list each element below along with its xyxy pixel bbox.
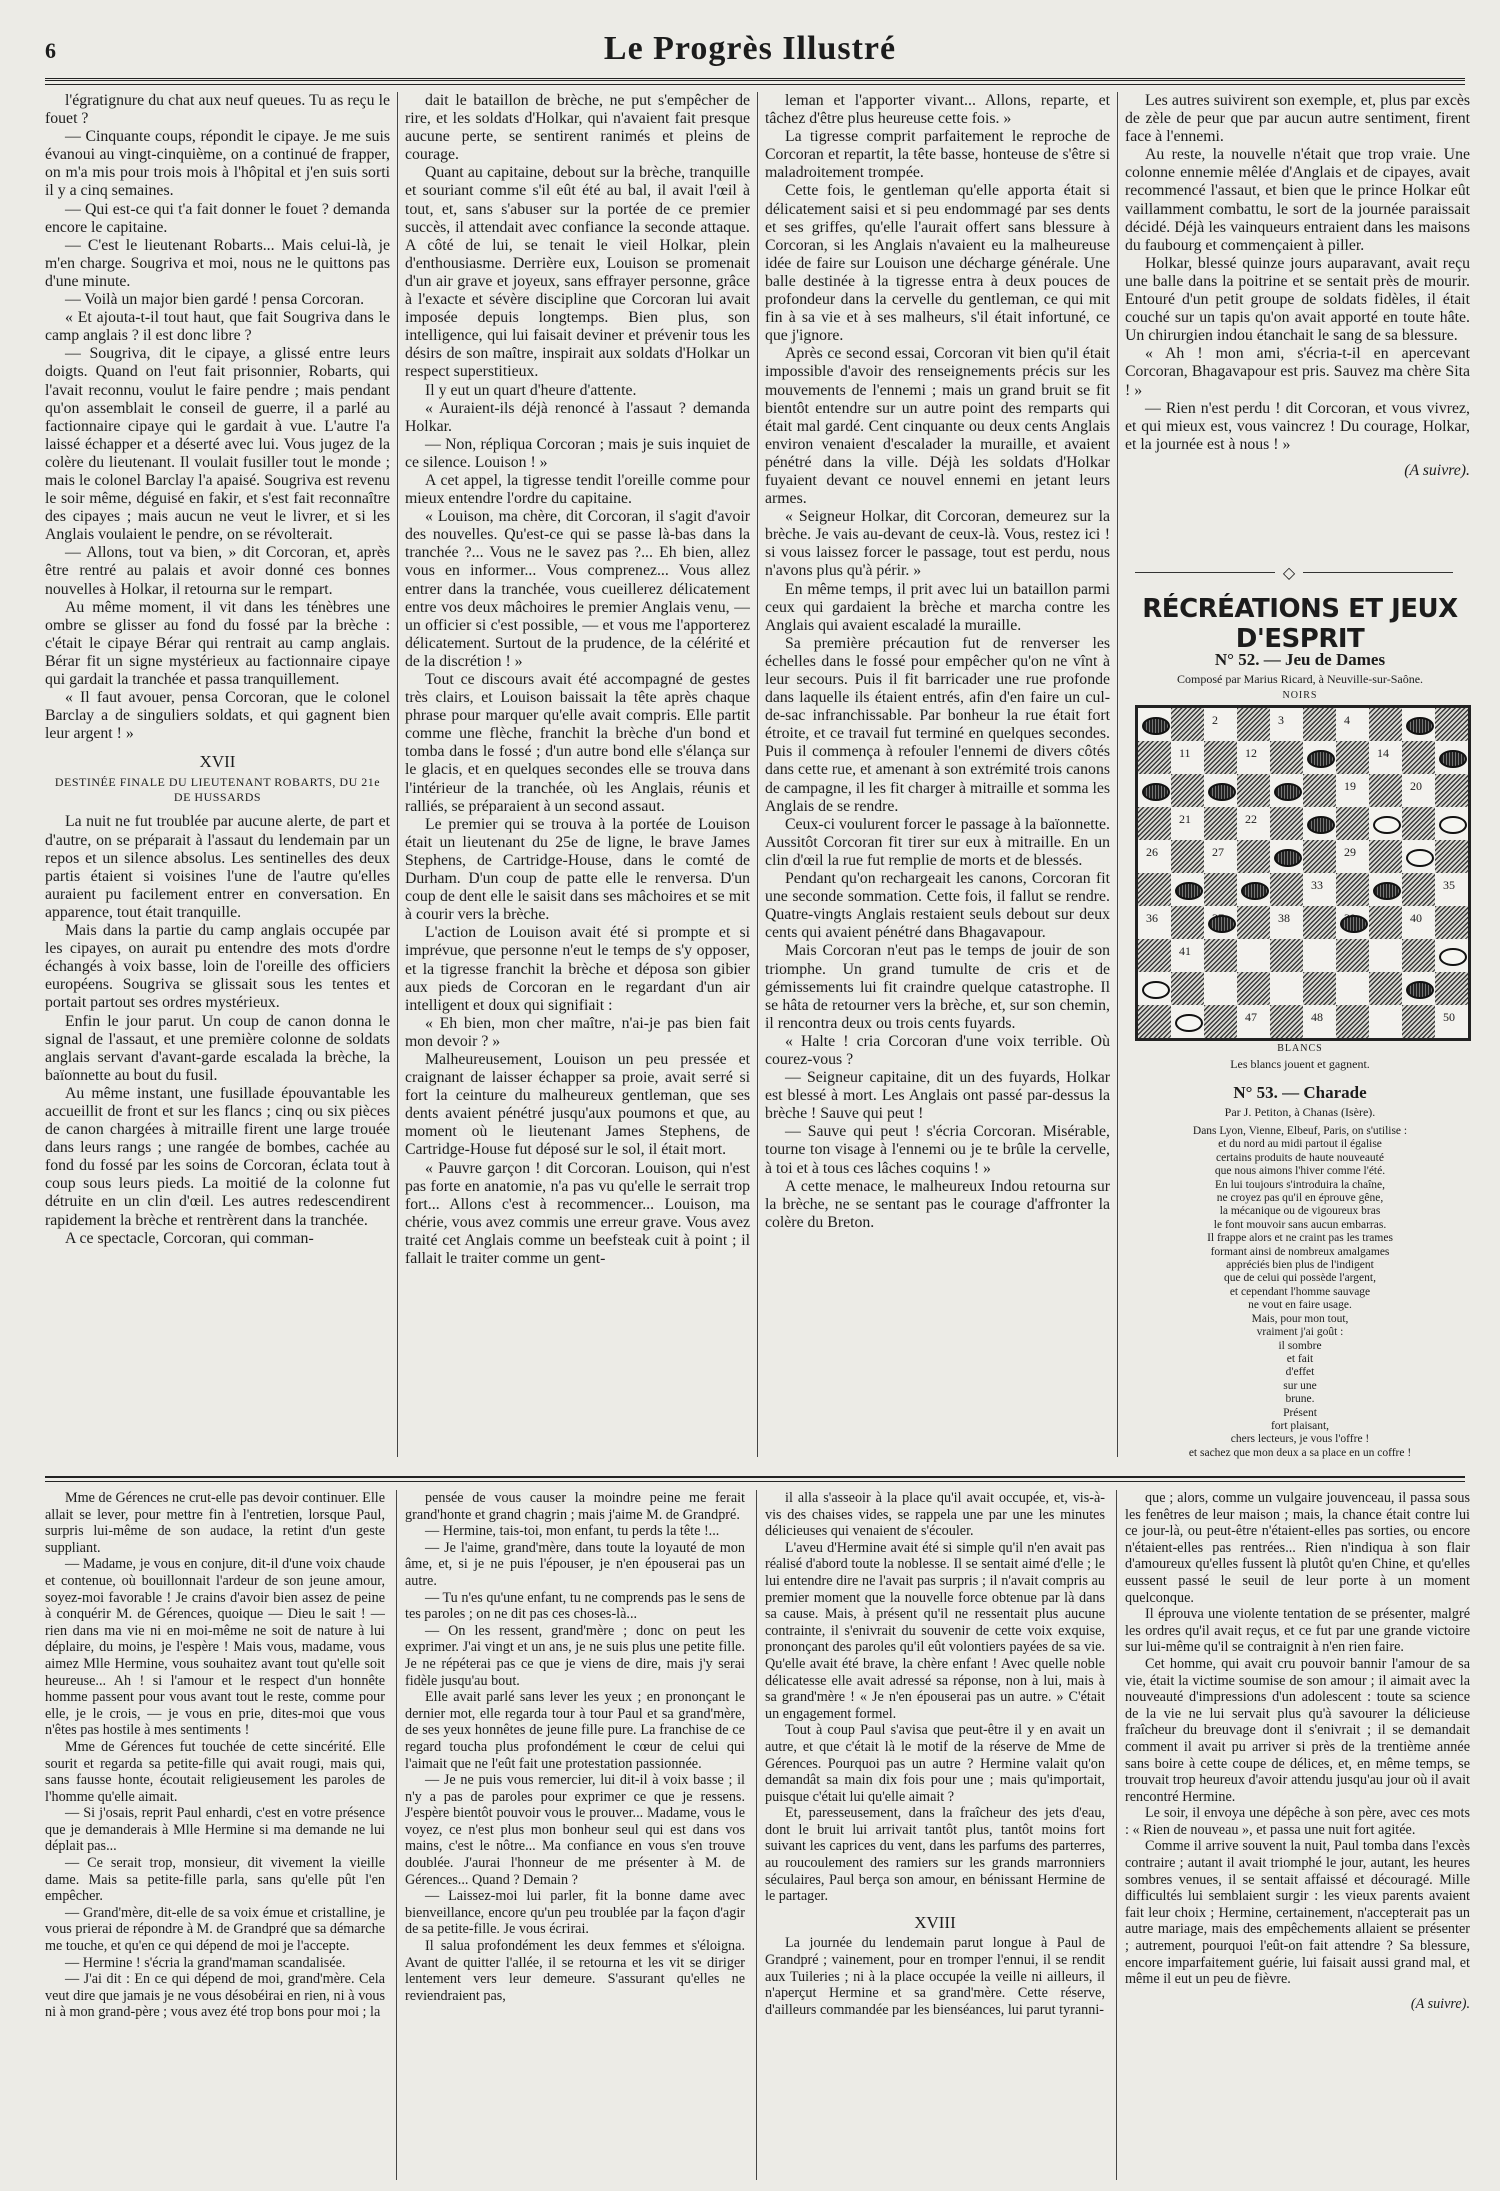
board-square	[1171, 939, 1204, 972]
paragraph: Ceux-ci voulurent forcer le passage à la baïonnette. Aussitôt Corcoran fit tirer sur eux à mitraille. En un clin d'œil la rue fut remplie de morts et de blessés.	[765, 815, 1110, 869]
paragraph: A ce spectacle, Corcoran, qui comman-	[65, 1229, 314, 1247]
paragraph: leman et l'apporter vivant... Allons, reparte, et tâchez d'être plus heureuse cette fois. »	[765, 92, 1110, 128]
poem-line: formant ainsi de nombreux amalgames	[1210, 1245, 1390, 1258]
board-square	[1336, 1005, 1369, 1038]
square-number: 19	[1344, 779, 1356, 793]
board-square	[1435, 807, 1468, 840]
board-square	[1138, 1005, 1171, 1038]
column-divider	[1116, 1490, 1117, 2180]
poem-line: et du nord au midi partout il égalise	[1218, 1138, 1382, 1151]
board-square	[1402, 873, 1435, 906]
square-number: 4	[1344, 713, 1350, 727]
paragraph: — C'est le lieutenant Robarts... Mais celui-là, je m'en charge. Sougriva et moi, nous ne le quittons pas d'une minute.	[45, 236, 390, 290]
board-label-black: NOIRS	[1282, 690, 1318, 701]
page-number: 6	[45, 38, 56, 63]
column-divider	[756, 1490, 757, 2180]
feuilleton-column-3	[765, 1490, 1105, 2180]
black-piece	[1241, 882, 1269, 900]
paragraph: Mme de Gérences ne crut-elle pas devoir continuer. Elle allait se lever, pour mettre fin à l'entretien, lorsque Paul, surpris lui-même de son audace, la retint d'un geste suppliant.	[45, 1490, 385, 1556]
square-number: 26	[1146, 845, 1158, 859]
paragraph: Holkar, blessé quinze jours auparavant, avait reçu une balle dans la poitrine et se sentait près de mourir. Entouré d'un petit groupe de soldats fidèles, il était couché sur un tapis qu'on avait apporté en toute hâte. Un chirurgien indou étanchait le sang de sa blessure.	[1125, 254, 1470, 345]
paragraph: — Si j'osais, reprit Paul enhardi, c'est en votre présence que je demanderais à Mlle Hermine si ma demande ne lui déplait pas...	[45, 1805, 385, 1855]
poem-line: et cependant l'homme sauvage	[1229, 1285, 1371, 1298]
board-square	[1369, 807, 1402, 840]
paragraph: L'aveu d'Hermine avait été si simple qu'il n'en avait pas réalisé d'abord toute la noblesse. Il se sentait aimé d'elle ; le lui entendre dire ne l'avait pas surpris ; il n'avait compris au premier moment que la nouvelle force obtenue par là dans sa cause. Mais, à présent qu'il ne ressentait plus aucune contrainte, il s'enivrait du souvenir de cette voix exquise, prononçant des paroles qu'il eût volontiers payées de sa vie. Qu'elle avait été brave, la chère enfant ! Avec quelle noble délicatesse elle avait adressé sa réponse, non à lui, mais à sa grand'mère ! « Je n'en épouserai pas un autre. » C'était un engagement formel.	[765, 1539, 1105, 1722]
board-square	[1237, 774, 1270, 807]
board-square	[1336, 708, 1369, 741]
square-number: 29	[1344, 845, 1356, 859]
paragraph: Mme de Gérences fut touchée de cette sincérité. Elle sourit et regarda sa petite-fille qui avait rougi, mais qui, sans fausse honte, écoutait religieusement les paroles de l'homme qu'elle aimait.	[45, 1738, 385, 1805]
white-piece	[1142, 981, 1170, 999]
poem-line: le font mouvoir sans aucun embarras.	[1213, 1218, 1387, 1231]
square-number: 50	[1443, 1010, 1455, 1024]
paragraph: Enfin le jour parut. Un coup de canon donna le signal de l'assaut, et une première colonne de soldats anglais servant d'avant-garde escalada la brèche, la baïonnette au bout du fusil.	[45, 1012, 390, 1084]
paragraph: Il y eut un quart d'heure d'attente.	[425, 381, 637, 399]
poem-line: Présent	[1283, 1406, 1317, 1419]
col1-paragraphs	[45, 92, 390, 743]
board-square	[1369, 1005, 1402, 1038]
board-square	[1204, 873, 1237, 906]
board-square	[1237, 906, 1270, 939]
paragraph: — Laissez-moi lui parler, fit la bonne dame avec bienveillance, encore qu'un peu troublée par la façon d'agir de sa petite-fille. Je vous écrirai.	[405, 1888, 745, 1938]
board-square	[1435, 774, 1468, 807]
board-square	[1336, 972, 1369, 1005]
puzzle-52-author: Composé par Marius Ricard, à Neuville-sur-Saône.	[1176, 672, 1424, 686]
black-piece	[1142, 783, 1170, 801]
paragraph: — Sauve qui peut ! s'écria Corcoran. Misérable, tourne ton visage à l'ennemi ou je te brûle la cervelle, à toi et à tous ces lâches coquins ! »	[765, 1123, 1110, 1177]
poem-line: Mais, pour mon tout,	[1251, 1312, 1349, 1325]
board-square	[1402, 741, 1435, 774]
square-number: 14	[1377, 746, 1389, 760]
paragraph: Cet homme, qui avait cru pouvoir bannir l'amour de sa vie, était la victime soumise de son amour ; il aimait avec la nouveauté d'impressions d'un adolescent : toute sa science de la vie ne lui servait plus qu'à savourer la délicieuse fraîcheur du breuvage dont il s'enivrait ; il se demandait comment il avait pu arriver si près de la trentième année sans boire à cette coupe de délices, et, en même temps, se trouvait trop heureux d'avoir attendu jusqu'au jour où il avait rencontré Hermine.	[1125, 1655, 1470, 1805]
black-piece	[1307, 750, 1335, 768]
board-square	[1138, 972, 1171, 1005]
poem-line: ne croyez pas qu'il en éprouve gêne,	[1216, 1192, 1384, 1205]
board-square	[1237, 840, 1270, 873]
board-square	[1270, 840, 1303, 873]
paragraph: — Je l'aime, grand'mère, dans toute la loyauté de mon âme, et, si je ne puis l'épouser, je n'en épouserai pas un autre.	[405, 1539, 745, 1589]
poem-line: ne vout en faire usage.	[1248, 1299, 1352, 1312]
poem-line: que nous aimons l'hiver comme l'été.	[1214, 1165, 1386, 1178]
board-square	[1138, 741, 1171, 774]
white-piece	[1373, 816, 1401, 834]
paragraph: — Non, répliqua Corcoran ; mais je suis inquiet de ce silence. Louison ! »	[405, 435, 750, 471]
board-square	[1303, 774, 1336, 807]
board-square	[1270, 708, 1303, 741]
paragraph: « Seigneur Holkar, dit Corcoran, demeurez sur la brèche. Je vais au-devant de ceux-là. Vous, restez ici ! si vous laissez forcer le passage, tout est perdu, nous n'avons plus qu'à périr. »	[765, 508, 1110, 580]
board-square	[1270, 741, 1303, 774]
poem-line: que de celui qui possède l'argent,	[1224, 1272, 1376, 1285]
paragraph: — Sougriva, dit le cipaye, a glissé entre leurs doigts. Quand on l'eut fait prisonnier, Robarts, qui l'avait reconnu, voulut le faire pendre ; mais pendant qu'on assemblait le conseil de guerre, il a parlé au factionnaire cipaye qui le gardait à vue. L'autre l'a laissé échapper et a déserté avec lui. Vous jugez de la colère du lieutenant. Il voulait fusiller tout le monde ; mais le colonel Barclay l'a apaisé. Sougriva est revenu le soir même, déguisé en fakir, et s'est fait reconnaître des cipayes ; mais aucun ne veut le livrer, et si les Anglais voulaient le pendre, on se révolterait.	[45, 345, 390, 544]
board-square	[1336, 774, 1369, 807]
paragraph: Il salua profondément les deux femmes et s'éloigna. Avant de quitter l'allée, il se retourna et les vit se diriger lentement vers leur demeure. S'assurant qu'elles ne reviendraient pas,	[405, 1938, 745, 2004]
board-square	[1369, 708, 1402, 741]
paragraph: La journée du lendemain parut longue à Paul de Grandpré ; vainement, pour en tromper l'ennui, il se rendit aux Tuileries ; ni à la place occupée la veille ni ailleurs, il n'aperçut Hermine et sa grand'mère. Cette réserve, d'ailleurs commandée par les bienséances, lui parut tyranni-	[765, 1935, 1105, 2018]
poem-line: appréciés bien plus de l'indigent	[1226, 1259, 1374, 1272]
column-3	[765, 92, 1110, 1452]
board-square	[1171, 972, 1204, 1005]
paragraph: pensée de vous causer la moindre peine me ferait grand'honte et grand chagrin ; mais j'aime M. de Grandpré.	[405, 1490, 745, 1523]
board-square	[1435, 939, 1468, 972]
paragraph: « Pauvre garçon ! dit Corcoran. Louison, qui n'est pas forte en anatomie, n'a pas vu qu'elle le serrait trop fort... Allons c'est à recommencer... Louison, ma chérie, vous avez commis une erreur grave. Vous avez traité cet Anglais comme un beefsteak cuit à point ; il fallait le traiter comme un gent-	[405, 1159, 750, 1267]
board-square	[1171, 1005, 1204, 1038]
paragraph: — Qui est-ce qui t'a fait donner le fouet ? demanda encore le capitaine.	[45, 200, 390, 236]
paragraph: « Ah ! mon ami, s'écria-t-il en apercevant Corcoran, Bhagavapour est pris. Sauvez ma chère Sita ! »	[1125, 345, 1470, 399]
paragraph: Tout à coup Paul s'avisa que peut-être il y en avait un autre, et que c'était là le motif de la réserve de Mme de Gérences. Pourquoi pas un autre ? Hermine valait qu'on demandât sa main dix fois pour une ; mais qu'importait, puisque c'était lui qu'elle aimait ?	[765, 1722, 1105, 1805]
puzzle-53-title: N° 53. — Charade	[1233, 1083, 1367, 1102]
paragraph: — Allons, tout va bien, » dit Corcoran, et, après être rentré au palais et avoir donné ces bonnes nouvelles à Holkar, il retourna sur le rempart.	[45, 544, 390, 598]
board-square	[1204, 972, 1237, 1005]
paragraph: Au même moment, il vit dans les ténèbres une ombre se glisser au fond du fossé par la brèche : c'était le cipaye Bérar qui rentrait au camp anglais. Bérar fit un signe mystérieux au factionnaire cipaye qui gardait la tranchée et passa tranquillement.	[45, 598, 390, 688]
square-number: 35	[1443, 878, 1455, 892]
board-square	[1402, 906, 1435, 939]
to-be-continued: (A suivre).	[1410, 1995, 1470, 2012]
poem-line: En lui toujours s'introduira la chaîne,	[1214, 1178, 1386, 1191]
board-square	[1270, 807, 1303, 840]
paragraph: Elle avait parlé sans lever les yeux ; en prononçant le dernier mot, elle regarda tour à tour Paul et sa grand'mère, de ses yeux honnêtes de jeune fille pure. La franchise de ce regard toucha plus profondément le cœur de celui qui l'aimait que ne l'eût fait une protestation passionnée.	[405, 1689, 745, 1772]
board-square	[1270, 873, 1303, 906]
white-piece	[1175, 1014, 1203, 1032]
board-square	[1303, 906, 1336, 939]
board-square	[1171, 840, 1204, 873]
paragraph: Pendant qu'on rechargeait les canons, Corcoran fit une seconde sommation. Cette fois, il fallut se rendre. Quatre-vingts Anglais restaient seuls debout sur deux cents qui avaient pénétré dans Bhagavapour.	[765, 870, 1110, 942]
paragraph: — J'ai dit : En ce qui dépend de moi, grand'mère. Cela veut dire que jamais je ne vous désobéirai en rien, ni à vous ni à mon grand-père ; vous avez été trop bons pour moi ; la	[45, 1971, 385, 2021]
paragraph: — Seigneur capitaine, dit un des fuyards, Holkar est blessé à mort. Les Anglais ont passé par-dessus la brèche ! Sauve qui peut !	[765, 1069, 1110, 1123]
paragraph: — Je ne puis vous remercier, lui dit-il à voix basse ; il n'y a pas de paroles pour exprimer ce que je ressens. J'espère bientôt pouvoir vous le prouver... Madame, vous le voyez, ce n'est plus mon bonheur seul qui est dans vos mains, c'est le nôtre... Ma confiance en vous s'en trouve doublée. J'aurai l'honneur de me présenter à M. de Gérences... Quand ? Demain ?	[405, 1772, 745, 1888]
board-square	[1435, 840, 1468, 873]
board-square	[1303, 807, 1336, 840]
board-square	[1270, 939, 1303, 972]
ornament-line	[1135, 572, 1275, 573]
square-number: 38	[1278, 911, 1290, 925]
board-square	[1171, 873, 1204, 906]
paragraph: « Et ajouta-t-il tout haut, que fait Sougriva dans le camp anglais ? il est donc libre ?	[45, 309, 390, 345]
paragraph: Mais dans la partie du camp anglais occupée par les cipayes, on aurait pu entendre des mots d'ordre échangés à voix basse, loin de l'oreille des officiers européens. Sougriva se glissait sous les tentes et portait partout ses ordres mystérieux.	[45, 922, 390, 1012]
poem-line: brune.	[1285, 1393, 1315, 1406]
paragraph: — Grand'mère, dit-elle de sa voix émue et cristalline, je vous prierai de répondre à M. de Grandpré que sa démarche me touche, et qu'en ce qui dépend de moi je l'accepte.	[45, 1904, 385, 1955]
poem-line: et fait	[1286, 1352, 1314, 1365]
paragraph: « Eh bien, mon cher maître, n'ai-je pas bien fait mon devoir ? »	[405, 1014, 750, 1050]
poem-line: et sachez que mon deux a sa place en un coffre !	[1188, 1446, 1412, 1459]
board-square	[1138, 708, 1171, 741]
board-square	[1171, 708, 1204, 741]
board-square	[1402, 708, 1435, 741]
board-square	[1171, 906, 1204, 939]
board-square	[1270, 972, 1303, 1005]
black-piece	[1406, 981, 1434, 999]
black-piece	[1175, 882, 1203, 900]
square-number: 48	[1311, 1010, 1323, 1024]
recreations-title: RÉCRÉATIONS ET JEUX D'ESPRIT	[1142, 594, 1458, 654]
board-square	[1204, 708, 1237, 741]
paragraph: — Madame, je vous en conjure, dit-il d'une voix chaude et contenue, où bouillonnait l'ardeur de son jeune amour, soyez-moi favorable ! Je crains d'avoir bien assez de peine à conquérir M. de Gérences, quoique — Dieu le sait ! — rien dans ma vie ni en moi-même ne soit de nature à lui déplaire, du moins, je l'espère ! Mais vous, madame, vous aimez Mlle Hermine, vous souhaitez avant tout qu'elle soit heureuse... Ah ! si l'amour et le respect d'un honnête homme passent pour vous avant tout le reste, comme pour elle, je le crois, — je vous en prie, dites-moi que vous n'êtes pas hostile à mes sentiments !	[45, 1556, 385, 1739]
square-number: 47	[1245, 1010, 1257, 1024]
column-divider	[757, 92, 758, 1457]
board-square	[1204, 939, 1237, 972]
board-square	[1435, 906, 1468, 939]
board-square	[1336, 939, 1369, 972]
board-square	[1435, 1005, 1468, 1038]
feuilleton-column-1	[45, 1490, 385, 2180]
puzzle-53-author: Par J. Petiton, à Chanas (Isère).	[1224, 1105, 1376, 1119]
chapter-heading: XVIII	[914, 1912, 956, 1932]
board-square	[1402, 1005, 1435, 1038]
poem-line: d'effet	[1285, 1366, 1315, 1379]
paragraph: — Rien n'est perdu ! dit Corcoran, et vous vivrez, et qui mieux est, vous vaincrez ! Du courage, Holkar, et la journée est à nous ! »	[1125, 399, 1470, 453]
board-square	[1270, 774, 1303, 807]
paragraph: — Hermine ! s'écria la grand'maman scandalisée.	[65, 1954, 346, 1971]
col1-paragraphs-2	[45, 813, 390, 1247]
board-square	[1303, 972, 1336, 1005]
board-square	[1138, 840, 1171, 873]
chapter-heading: XVII	[199, 752, 236, 772]
feuilleton-rule	[45, 1476, 1465, 1482]
paragraph: Tout ce discours avait été accompagné de gestes très clairs, et Louison baissait la tête après chaque phrase pour marquer qu'elle avait compris. Elle partit comme une flèche, franchit la brèche d'un bond et tomba dans le fossé ; d'un autre bond elle s'élança sur le glacis, et en quelques secondes elle se trouva dans l'intérieur de la tranchée, où les Anglais, réunis et ralliés, se préparaient à un second assaut.	[405, 671, 750, 815]
board-square	[1138, 807, 1171, 840]
square-number: 36	[1146, 911, 1158, 925]
black-piece	[1406, 717, 1434, 735]
board-square	[1204, 840, 1237, 873]
square-number: 2	[1212, 713, 1218, 727]
black-piece	[1274, 849, 1302, 867]
board-square	[1138, 939, 1171, 972]
paragraph: Sa première précaution fut de renverser les échelles dans le fossé pour empêcher qu'on ne vînt à leur secours. Puis il fit barricader une rue profonde dans laquelle ils étaient entrés, afin d'en faire un cul-de-sac infranchissable. Par bonheur la rue était fort étroite, et ce travail fut terminé en quelques secondes. Puis il commença à refouler l'ennemi de divers côtés dans cette rue, et amenant à son extrémité trois canons de campagne, il les fit charger à mitraille et somma les Anglais de se rendre.	[765, 634, 1110, 815]
charade-poem	[1135, 1125, 1465, 1470]
column-2	[405, 92, 750, 1452]
paragraph: Mais Corcoran n'eut pas le temps de jouir de son triomphe. Un grand tumulte de cris et de gémissements lui fit craindre quelque catastrophe. Il se hâta de retourner vers la brèche, et, sur son chemin, il rencontra deux ou trois cents fuyards.	[765, 942, 1110, 1032]
board-square	[1435, 708, 1468, 741]
board-square	[1138, 906, 1171, 939]
paragraph: il alla s'asseoir à la place qu'il avait occupée, et, vis-à-vis des chaises vides, se rappela une par une les minutes délicieuses qui venaient de s'écouler.	[765, 1490, 1105, 1540]
board-square	[1402, 774, 1435, 807]
ornament-line	[1303, 572, 1453, 573]
board-square	[1237, 807, 1270, 840]
feuilleton-col3-paragraphs-2	[765, 1935, 1105, 2018]
square-number: 3	[1278, 713, 1284, 727]
paragraph: — Ce serait trop, monsieur, dit vivement la vieille dame. Mais sa petite-fille parla, sans qu'elle pût l'en empêcher.	[45, 1855, 385, 1905]
board-square	[1204, 1005, 1237, 1038]
board-square	[1336, 840, 1369, 873]
chapter-subheading: DESTINÉE FINALE DU LIEUTENANT ROBARTS, DU 21e DE HUSSARDS	[54, 775, 381, 805]
board-square	[1270, 1005, 1303, 1038]
board-square	[1336, 807, 1369, 840]
board-square	[1138, 774, 1171, 807]
column-1	[45, 92, 390, 1452]
board-square	[1237, 708, 1270, 741]
paragraph: Le premier qui se trouva à la portée de Louison était un lieutenant du 25e de ligne, le brave James Stephens, de Cartridge-House, dans le comté de Durham. D'un coup de patte elle le renversa. D'un coup de dent elle le saisit dans ses mâchoires et se mit à courir vers la brèche.	[405, 815, 750, 924]
poem-line: il sombre	[1278, 1339, 1322, 1352]
paragraph: l'égratignure du chat aux neuf queues. Tu as reçu le fouet ?	[45, 92, 390, 128]
paragraph: — On les ressent, grand'mère ; donc on peut les exprimer. J'ai vingt et un ans, je ne suis plus une petite fille. Je ne répéterai pas ce que je viens de dire, mais j'y serai fidèle jusqu'au bout.	[405, 1622, 745, 1689]
board-square	[1402, 840, 1435, 873]
square-number: 20	[1410, 779, 1422, 793]
poem-line: Dans Lyon, Vienne, Elbeuf, Paris, on s'utilise :	[1192, 1125, 1408, 1137]
board-square	[1369, 873, 1402, 906]
col2-paragraphs	[405, 92, 750, 1268]
board-square	[1369, 972, 1402, 1005]
square-number: 22	[1245, 812, 1257, 826]
black-piece	[1208, 915, 1236, 933]
black-piece	[1373, 882, 1401, 900]
board-square	[1402, 939, 1435, 972]
paragraph: « Louison, ma chère, dit Corcoran, il s'agit d'avoir des nouvelles. Qu'est-ce qui se passe là-bas dans la tranchée ?... Vous ne le savez pas ?... Eh bien, allez vous en informer... Vous comprenez... Vous allez entrer dans la tranchée, vous cueillerez délicatement entre vos deux mâchoires le premier Anglais venu, — un officier si c'est possible, — et vous me l'apporterez délicatement. Surtout de la prudence, de la célérité et de la discrétion ! »	[405, 508, 750, 670]
black-piece	[1208, 783, 1236, 801]
paragraph: que ; alors, comme un vulgaire jouvenceau, il passa sous les fenêtres de leur maison ; mais, la chance était contre lui ce jour-là, ou peut-être n'étaient-elles pas sorties, ou encore n'étaient-elles pas rentrées... Rien n'indiqua à son flair d'amoureux qu'elles fussent là plutôt qu'en Chine, et qu'elles eussent passé le seuil de leur porte à un moment quelconque.	[1125, 1490, 1470, 1606]
masthead-title: Le Progrès Illustré	[603, 30, 897, 67]
board-square	[1204, 741, 1237, 774]
square-number: 40	[1410, 911, 1422, 925]
black-piece	[1274, 783, 1302, 801]
board-square	[1303, 708, 1336, 741]
paragraph: dait le bataillon de brèche, ne put s'empêcher de rire, et les soldats d'Holkar, qui n'avaient fait presque aucune perte, se sentirent ranimés et pleins de courage.	[405, 92, 750, 164]
board-square	[1303, 1005, 1336, 1038]
paragraph: « Auraient-ils déjà renoncé à l'assaut ? demanda Holkar.	[405, 399, 750, 435]
board-square	[1303, 873, 1336, 906]
poem-line: vraiment j'ai goût :	[1256, 1326, 1344, 1339]
square-number: 11	[1179, 746, 1191, 760]
board-square	[1336, 906, 1369, 939]
board-square	[1402, 807, 1435, 840]
paragraph: — Hermine, tais-toi, mon enfant, tu perds la tête !...	[425, 1523, 720, 1540]
black-piece	[1307, 816, 1335, 834]
feuilleton-col3-paragraphs	[765, 1490, 1105, 1905]
to-be-continued: (A suivre).	[1404, 461, 1470, 479]
white-piece	[1439, 948, 1467, 966]
square-number: 12	[1245, 746, 1257, 760]
paragraph: A cette menace, le malheureux Indou retourna sur la brèche, ne se sentant pas le courage d'affronter la colère du Breton.	[765, 1177, 1110, 1231]
poem-line: fort plaisant,	[1270, 1419, 1330, 1432]
header-rule	[45, 78, 1465, 85]
paragraph: — Tu n'es qu'une enfant, tu ne comprends pas le sens de tes paroles ; on ne dit pas ces choses-là...	[405, 1589, 745, 1623]
paragraph: Malheureusement, Louison un peu pressée et craignant de laisser échapper sa proie, avait serré si fort la ceinture du malheureux gentleman, que ses dents avaient pénétré jusqu'aux poumons et que, au moment où le lieutenant James Stephens, de Cartridge-House fut déposé sur le sol, il était mort.	[405, 1050, 750, 1159]
board-square	[1237, 939, 1270, 972]
board-square	[1435, 972, 1468, 1005]
paragraph: Au même instant, une fusillade épouvantable les accueillit de front et sur les flancs ; cinq ou six pièces de canon chargées à mitraille firent une large trouée dans leurs rangs ; une rangée de bombes, cachée au fond du fossé par les soins de Corcoran, éclata tout à coup sous leurs pieds. La moitié de la colonne fut détruite en un clin d'œil. Les autres redescendirent rapidement la brèche et rentrèrent dans la tranchée.	[45, 1084, 390, 1229]
board-square	[1369, 774, 1402, 807]
poem-line: la mécanique ou de vigoureux bras	[1219, 1205, 1381, 1218]
poem-line: sur une	[1283, 1379, 1317, 1392]
board-square	[1303, 939, 1336, 972]
poem-line: chers lecteurs, je vous l'offre !	[1230, 1433, 1370, 1446]
paragraph: Quant au capitaine, debout sur la brèche, tranquille et souriant comme s'il eût été au bal, il avait l'œil à tout, et, sans s'abuser sur la portée de ce premier succès, il attendait avec confiance la seconde attaque. A côté de lui, se tenait le vieil Holkar, plein d'enthousiasme. Derrière eux, Louison se promenait d'un air grave et joyeux, sans effrayer personne, grâce à l'exacte et sévère discipline que Corcoran lui avait imposée depuis longtemps. Bien plus, son intelligence, qui lui faisait deviner et prévenir tous les désirs de son maître, inspirait aux soldats d'Holkar un respect superstitieux.	[405, 164, 750, 381]
paragraph: « Halte ! cria Corcoran d'une voix terrible. Où courez-vous ?	[765, 1032, 1110, 1068]
board-label-white: BLANCS	[1277, 1043, 1323, 1054]
puzzle-52-caption: Les blancs jouent et gagnent.	[1230, 1057, 1370, 1071]
puzzle-52-title: N° 52. — Jeu de Dames	[1214, 650, 1386, 669]
board-square	[1171, 774, 1204, 807]
board-square	[1369, 741, 1402, 774]
feuilleton-column-2	[405, 1490, 745, 2180]
board-square	[1402, 972, 1435, 1005]
paragraph: — Voilà un major bien gardé ! pensa Corcoran.	[65, 291, 365, 309]
paragraph: « Il faut avouer, pensa Corcoran, que le colonel Barclay a de singuliers soldats, et qui gagnent bien leur argent ! »	[45, 689, 390, 743]
col4-paragraphs	[1125, 92, 1470, 454]
poem-line: Il frappe alors et ne craint pas les trames	[1207, 1232, 1393, 1245]
board-square	[1336, 741, 1369, 774]
board-square	[1204, 774, 1237, 807]
paragraph: Les autres suivirent son exemple, et, plus par excès de zèle de peur que par aucun autre sentiment, firent face à l'ennemi.	[1125, 92, 1470, 146]
checkers-board	[1135, 705, 1471, 1041]
column-divider	[396, 1490, 397, 2180]
board-square	[1435, 873, 1468, 906]
square-number: 41	[1179, 944, 1191, 958]
board-square	[1369, 939, 1402, 972]
feuilleton-col4-paragraphs	[1125, 1490, 1470, 1988]
board-square	[1204, 906, 1237, 939]
board-square	[1204, 807, 1237, 840]
paragraph: Au reste, la nouvelle n'était que trop vraie. Une colonne ennemie mêlée d'Anglais et de cipayes, avait recommencé l'assaut, et bien que le prince Holkar eût vaillamment combattu, le sort de la journée paraissait décidé. Déjà les vainqueurs entraient dans les maisons du faubourg et commençaient à piller.	[1125, 146, 1470, 254]
board-square	[1237, 873, 1270, 906]
paragraph: Et, paresseusement, dans la fraîcheur des jets d'eau, dont le bruit lui arrivait tantôt plus, tantôt moins fort suivant les caprices du vent, dans les parfums des parterres, au roucoulement des ramiers sur les grands marronniers séculaires, Paul berça son amour, en bénissant Hermine de le partager.	[765, 1805, 1105, 1905]
poem-line: certains produits de haute nouveauté	[1216, 1151, 1384, 1164]
board-square	[1303, 840, 1336, 873]
square-number: 33	[1311, 878, 1323, 892]
paragraph: Comme il arrive souvent la nuit, Paul tomba dans l'excès contraire ; autant il avait triomphé le jour, autant, les heures sombres venues, il se sentait affaissé et découragé. Mille difficultés lui semblaient surgir : les vieux parents avaient fait leur choix ; Hermine, certainement, n'accepterait pas un autre mariage, mais des empêchements allaient se présenter ; autrement, pourquoi l'eût-on fait attendre ? Sa blessure, encore imparfaitement guérie, lui faisait aussi grand mal, et même il eut un peu de fièvre.	[1125, 1838, 1470, 1988]
board-square	[1303, 741, 1336, 774]
board-square	[1369, 906, 1402, 939]
paragraph: En même temps, il prit avec lui un bataillon parmi ceux qui gardaient la brèche et marcha contre les Anglais qui avaient escaladé la muraille.	[765, 580, 1110, 634]
column-divider	[397, 92, 398, 1457]
square-number: 21	[1179, 812, 1191, 826]
board-square	[1237, 741, 1270, 774]
feuilleton-col2-paragraphs	[405, 1490, 745, 2004]
feuilleton-col1-paragraphs	[45, 1490, 385, 2021]
paragraph: L'action de Louison avait été si prompte et si imprévue, que personne n'eut le temps de s'y opposer, et la tigresse franchit la brèche et déposa son gibier aux pieds de Corcoran en le regardant d'un air intelligent et doux qui signifiait :	[405, 924, 750, 1014]
board-square	[1336, 873, 1369, 906]
board-square	[1237, 1005, 1270, 1038]
board-square	[1237, 972, 1270, 1005]
black-piece	[1340, 915, 1368, 933]
paragraph: A cet appel, la tigresse tendit l'oreille comme pour mieux entendre l'ordre du capitaine.	[405, 471, 750, 508]
paragraph: — Cinquante coups, répondit le cipaye. Je me suis évanoui au vingt-cinquième, on a continué de frapper, on m'a mis pour trois mois à l'hôpital et j'en suis sorti il y a cinq semaines.	[45, 128, 390, 200]
paragraph: Le soir, il envoya une dépêche à son père, avec ces mots : « Rien de nouveau », et passa une nuit fort agitée.	[1125, 1805, 1470, 1838]
paragraph: La nuit ne fut troublée par aucune alerte, de part et d'autre, on se préparait à l'assaut du lendemain par un repos et un silence absolus. Les sentinelles des deux partis étaient si voisines l'une de l'autre qu'elles auraient pu facilement entrer en conversation. En apparence, tout était tranquille.	[45, 813, 390, 921]
feuilleton-column-4	[1125, 1490, 1470, 2180]
paragraph: La tigresse comprit parfaitement le reproche de Corcoran et repartit, la tête basse, honteuse de s'être si maladroitement trompée.	[765, 128, 1110, 182]
paragraph: Il éprouva une violente tentation de se présenter, malgré les ordres qu'il avait reçus, et ce fut par une grande victoire sur lui-même qu'il se contraignit à n'en rien faire.	[1125, 1606, 1470, 1656]
column-divider	[1117, 92, 1118, 1457]
square-number: 27	[1212, 845, 1224, 859]
diamond-ornament-icon: ◇	[1282, 565, 1296, 582]
paragraph: Après ce second essai, Corcoran vit bien qu'il était impossible d'avoir des renseignements précis sur les mouvements de l'ennemi ; mais un grand bruit se fit bientôt entendre sur un autre point des remparts qui était mal gardé. Cent cinquante ou deux cents Anglais environ venaient d'escalader la muraille, et avaient pénétré dans la ville. Déjà les soldats d'Holkar fuyaient devant ce nouvel ennemi en jetant leurs armes.	[765, 345, 1110, 508]
black-piece	[1439, 750, 1467, 768]
black-piece	[1142, 717, 1170, 735]
board-square	[1435, 741, 1468, 774]
white-piece	[1439, 816, 1467, 834]
board-square	[1270, 906, 1303, 939]
board-square	[1171, 741, 1204, 774]
board-square	[1171, 807, 1204, 840]
board-square	[1138, 873, 1171, 906]
board-square	[1369, 840, 1402, 873]
col3-paragraphs	[765, 92, 1110, 1232]
column-4	[1125, 92, 1470, 532]
paragraph: Cette fois, le gentleman qu'elle apporta était si délicatement saisi et si peu endommagé par ses dents et ses griffes, qu'elle l'aurait offert sans blessure à Corcoran, si les Anglais n'avaient eu la malheureuse idée de faire sur Louison une décharge générale. Une balle destinée à la tigresse entra à deux pouces de profondeur dans la cervelle du gentleman, ce qui mit fin à sa vie et à ses malheurs, s'il était infortuné, ce que j'ignore.	[765, 182, 1110, 345]
white-piece	[1406, 849, 1434, 867]
